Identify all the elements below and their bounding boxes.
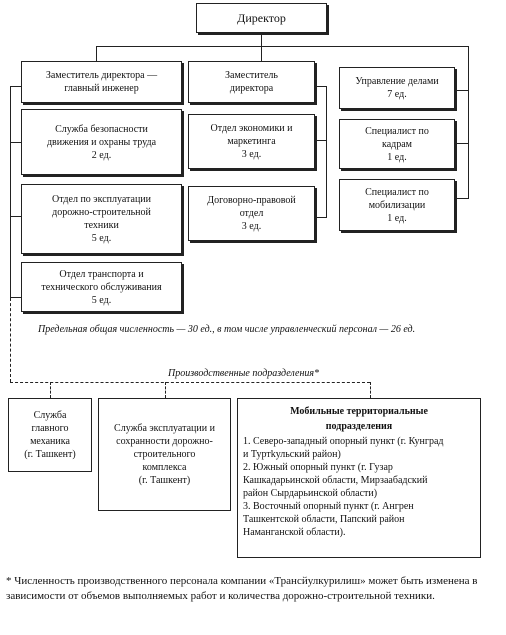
- mobile-units-title: Мобильные территориальные: [290, 406, 428, 417]
- connector: [261, 46, 262, 61]
- mobile-item-line: и Туртkульский район): [243, 449, 341, 460]
- connector: [10, 297, 21, 298]
- equipment-department-box: [21, 184, 182, 254]
- safety-service-box: [21, 109, 182, 175]
- chief-engineer-line: главный инженер: [64, 83, 139, 94]
- unit-line: Специалист по: [365, 186, 429, 198]
- mobile-item-line: 3. Восточный опорный пункт (г. Ангрен: [243, 501, 414, 512]
- unit-line: дорожно-строительной: [52, 207, 151, 218]
- unit-line: кадрам: [382, 138, 412, 150]
- connector: [455, 198, 469, 199]
- chief-engineer-box: [21, 61, 182, 103]
- unit-line: отдел: [239, 208, 264, 219]
- unit-line: мобилизации: [368, 199, 426, 211]
- director-box: [196, 3, 327, 33]
- mobile-item-line: район Сырдарьинской области): [243, 488, 378, 499]
- mobile-item-line: 1. Северо-западный опорный пункт (г. Кунград: [243, 436, 444, 447]
- unit-line: 3 ед.: [241, 221, 262, 232]
- dashed-connector: [10, 382, 370, 383]
- connector: [10, 86, 11, 298]
- mobile-item-line: 2. Южный опорный пункт (г. Гузар: [243, 462, 393, 473]
- unit-line: Служба безопасности: [55, 123, 148, 135]
- economics-department-box: [188, 114, 315, 169]
- connector: [468, 46, 469, 199]
- unit-line: техники: [84, 220, 119, 231]
- connector: [261, 33, 262, 46]
- mobile-item-line: Кашкадарьинской области, Мирзаабадский: [243, 475, 428, 486]
- unit-line: сохранности дорожно-: [116, 436, 213, 447]
- unit-line: 5 ед.: [91, 294, 112, 306]
- deputy-director-line: Заместитель: [225, 70, 278, 81]
- dashed-connector: [165, 382, 166, 398]
- unit-line: маркетинга: [227, 136, 276, 147]
- unit-line: главного: [31, 423, 69, 434]
- headcount-note: Предельная общая численность — 30 ед., в том числе управленческий персонал — 26 ед.: [38, 324, 416, 335]
- connector: [455, 143, 469, 144]
- dashed-connector: [10, 298, 11, 382]
- deputy-director-box: [188, 61, 315, 103]
- chief-mechanic-box: [8, 398, 92, 472]
- connector: [10, 142, 21, 143]
- connector: [96, 46, 469, 47]
- connector: [315, 140, 327, 141]
- unit-line: 1 ед.: [387, 212, 407, 224]
- unit-line: Отдел транспорта и: [59, 268, 144, 280]
- unit-line: Отдел по эксплуатации: [51, 194, 152, 205]
- unit-line: (г. Ташкент): [24, 449, 76, 460]
- unit-line: Служба эксплуатации и: [114, 423, 215, 434]
- mobile-item-line: Наманганской области).: [243, 527, 346, 538]
- unit-line: 5 ед.: [91, 233, 112, 244]
- director-label: Директор: [237, 10, 286, 25]
- dashed-connector: [370, 382, 371, 398]
- connector: [10, 216, 21, 217]
- unit-line: Договорно-правовой: [207, 195, 296, 206]
- unit-line: строительного: [133, 449, 196, 460]
- deputy-director-line: директора: [229, 83, 274, 94]
- unit-line: 3 ед.: [241, 149, 262, 160]
- road-complex-service-box: [98, 398, 231, 511]
- unit-line: 7 ед.: [387, 89, 407, 100]
- dashed-connector: [50, 382, 51, 398]
- legal-department-box: [188, 186, 315, 241]
- unit-line: технического обслуживания: [41, 281, 162, 293]
- unit-line: движения и охраны труда: [46, 136, 157, 148]
- unit-line: 1 ед.: [387, 151, 407, 163]
- connector: [326, 86, 327, 218]
- hr-specialist-box: [339, 119, 455, 169]
- unit-line: Отдел экономики и: [210, 123, 293, 134]
- mobile-units-box: [237, 398, 481, 558]
- unit-line: комплекса: [142, 462, 187, 473]
- administration-box: [339, 67, 455, 109]
- mobile-units-title: подразделения: [325, 421, 393, 432]
- unit-line: 2 ед.: [91, 149, 112, 161]
- connector: [10, 86, 21, 87]
- production-label: Производственные подразделения*: [168, 368, 320, 379]
- connector: [315, 217, 327, 218]
- connector: [455, 90, 469, 91]
- unit-line: (г. Ташкент): [138, 475, 191, 486]
- transport-department-box: [21, 262, 182, 312]
- mobilization-specialist-box: [339, 179, 455, 231]
- unit-line: Специалист по: [365, 125, 429, 137]
- connector: [96, 46, 97, 61]
- unit-line: Служба: [33, 410, 67, 421]
- mobile-item-line: Ташкентской области, Папский район: [243, 514, 405, 525]
- unit-line: механика: [30, 436, 70, 447]
- footnote: * Численность производственного персонала компании «Трансйулкурилиш» может быть изменена в зависимости от объемов выполняемых работ и количества дорожно-строительной техники.: [6, 575, 478, 602]
- chief-engineer-line: Заместитель директора —: [45, 70, 158, 81]
- unit-line: Управление делами: [355, 76, 439, 87]
